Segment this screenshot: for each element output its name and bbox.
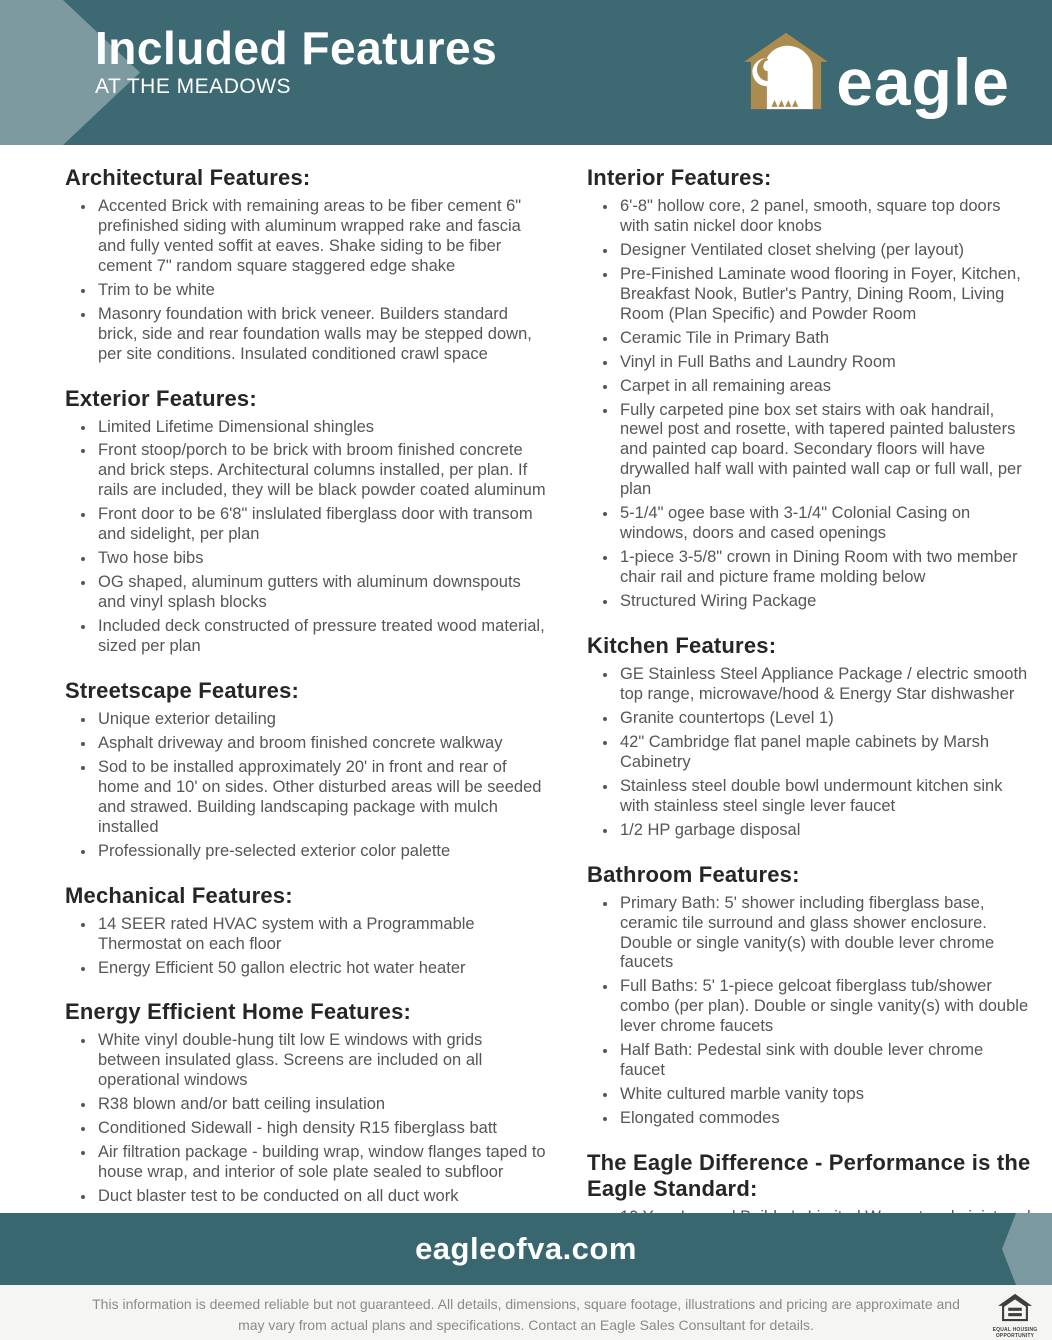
feature-item: • Conditioned Sidewall - high density R15 fiberglass batt [96, 1119, 547, 1139]
section-heading: Exterior Features: [65, 385, 257, 411]
feature-item: • Masonry foundation with brick veneer. Builders standard brick, side and rear foundation walls may be stepped down, per site conditions. Insulated conditioned crawl space [96, 305, 547, 365]
brand-logo [744, 26, 1010, 120]
feature-section [587, 633, 1032, 841]
feature-section [587, 862, 1032, 1129]
header-titles [95, 24, 497, 99]
section-heading: Kitchen Features: [587, 633, 777, 659]
feature-columns [0, 145, 1052, 1317]
feature-item: • Granite countertops (Level 1) [618, 709, 1032, 729]
feature-list [65, 418, 547, 657]
feature-item: • Structured Wiring Package [618, 592, 1032, 612]
feature-list [65, 915, 547, 979]
section-heading: Mechanical Features: [65, 882, 293, 908]
feature-item: • Air filtration package - building wrap, window flanges taped to house wrap, and interior of sole plate sealed to subfloor [96, 1143, 547, 1183]
feature-item: • Energy Efficient 50 gallon electric hot water heater [96, 959, 547, 979]
feature-item: • Asphalt driveway and broom finished concrete walkway [96, 734, 547, 754]
feature-item: • Professionally pre-selected exterior color palette [96, 842, 547, 862]
feature-item: • Included deck constructed of pressure treated wood material, sized per plan [96, 617, 547, 657]
feature-section [65, 678, 547, 862]
feature-item: • Sod to be installed approximately 20' in front and rear of home and 10' on sides. Other disturbed areas will be seeded and strawed. Building landscaping package with mulch installed [96, 758, 547, 838]
feature-item: • Half Bath: Pedestal sink with double lever chrome faucet [618, 1041, 1032, 1081]
section-heading: Energy Efficient Home Features: [65, 999, 412, 1025]
feature-list [587, 665, 1032, 841]
feature-section [65, 999, 547, 1207]
feature-item: • Trim to be white [96, 281, 547, 301]
feature-section [65, 883, 547, 979]
feature-item: • Stainless steel double bowl undermount kitchen sink with stainless steel single lever faucet [618, 777, 1032, 817]
section-heading: The Eagle Difference - Performance is the Eagle Standard: [587, 1150, 1031, 1202]
feature-section [65, 386, 547, 657]
feature-item: • GE Stainless Steel Appliance Package / electric smooth top range, microwave/hood & Energy Star dishwasher [618, 665, 1032, 705]
feature-item: • 1/2 HP garbage disposal [618, 821, 1032, 841]
feature-item: • 6'-8" hollow core, 2 panel, smooth, square top doors with satin nickel door knobs [618, 197, 1032, 237]
equal-housing-logo [986, 1293, 1044, 1339]
section-heading: Architectural Features: [65, 165, 311, 190]
left-column [65, 165, 547, 1317]
equal-housing-label: EQUAL HOUSING OPPORTUNITY [992, 1327, 1038, 1339]
eagle-house-icon [744, 26, 828, 116]
feature-item: • 1-piece 3-5/8" crown in Dining Room with two member chair rail and picture frame molding below [618, 548, 1032, 588]
feature-item: • R38 blown and/or batt ceiling insulation [96, 1095, 547, 1115]
section-heading: Bathroom Features: [587, 861, 800, 887]
feature-item: • Unique exterior detailing [96, 710, 547, 730]
feature-list [65, 197, 547, 365]
feature-item: • Pre-Finished Laminate wood flooring in Foyer, Kitchen, Breakfast Nook, Butler's Pantry, Dining Room, Living Room (Plan Specific) and Powder Room [618, 265, 1032, 325]
feature-item: • Fully carpeted pine box set stairs with oak handrail, newel post and rosette, with tapered painted balusters and painted cap board. Secondary floors will have drywalled half wall with painted wall cap or full wall, per plan [618, 401, 1032, 501]
website-link[interactable]: eagleofva.com [415, 1231, 637, 1266]
brand-name: eagle [836, 45, 1010, 120]
feature-item: • Full Baths: 5' 1-piece gelcoat fiberglass tub/shower combo (per plan). Double or single vanity(s) with double lever chrome faucets [618, 977, 1032, 1037]
feature-section [587, 165, 1032, 612]
feature-item: • White cultured marble vanity tops [618, 1085, 1032, 1105]
feature-item: • Front door to be 6'8" inslulated fiberglass door with transom and sidelight, per plan [96, 505, 547, 545]
right-column [587, 165, 1032, 1317]
section-heading: Interior Features: [587, 165, 772, 190]
feature-item: • OG shaped, aluminum gutters with aluminum downspouts and vinyl splash blocks [96, 573, 547, 613]
feature-item: • Duct blaster test to be conducted on all duct work [96, 1187, 547, 1207]
page-title: Included Features [95, 22, 498, 74]
feature-list [587, 894, 1032, 1129]
footer-strip [0, 1285, 1052, 1340]
feature-item: • Elongated commodes [618, 1109, 1032, 1129]
feature-list [587, 197, 1032, 612]
equal-housing-icon [998, 1310, 1032, 1327]
feature-item: • White vinyl double-hung tilt low E windows with grids between insulated glass. Screens are included on all operational windows [96, 1031, 547, 1091]
page-subtitle: AT THE MEADOWS [95, 75, 292, 99]
header-banner [0, 0, 1052, 145]
feature-item: • Limited Lifetime Dimensional shingles [96, 418, 547, 438]
feature-item: • Designer Ventilated closet shelving (per layout) [618, 241, 1032, 261]
feature-item: • Ceramic Tile in Primary Bath [618, 329, 1032, 349]
feature-item: • Accented Brick with remaining areas to be fiber cement 6" prefinished siding with aluminum wrapped rake and fascia and fully vented soffit at eaves. Shake siding to be fiber cement 7" random square staggered edge shake [96, 197, 547, 277]
feature-section [65, 165, 547, 365]
footer-banner [0, 1213, 1052, 1285]
disclaimer-text: This information is deemed reliable but not guaranteed. All details, dimensions, square footage, illustrations and pricing are approximate and may vary from actual plans and specifications. Contact an Eagle Sales Consultant for details. [92, 1296, 960, 1333]
feature-list [65, 1031, 547, 1207]
feature-item: • Primary Bath: 5' shower including fiberglass base, ceramic tile surround and glass shower enclosure. Double or single vanity(s) with double lever chrome faucets [618, 894, 1032, 974]
feature-item: • Two hose bibs [96, 549, 547, 569]
feature-item: • Front stoop/porch to be brick with broom finished concrete and brick steps. Architectural columns installed, per plan. If rails are included, they will be black powder coated aluminum [96, 441, 547, 501]
feature-list [65, 710, 547, 862]
feature-item: • 5-1/4" ogee base with 3-1/4" Colonial Casing on windows, doors and cased openings [618, 504, 1032, 544]
feature-item: • Vinyl in Full Baths and Laundry Room [618, 353, 1032, 373]
feature-item: • Carpet in all remaining areas [618, 377, 1032, 397]
section-heading: Streetscape Features: [65, 678, 300, 704]
feature-item: • 14 SEER rated HVAC system with a Programmable Thermostat on each floor [96, 915, 547, 955]
feature-item: • 42" Cambridge flat panel maple cabinets by Marsh Cabinetry [618, 733, 1032, 773]
